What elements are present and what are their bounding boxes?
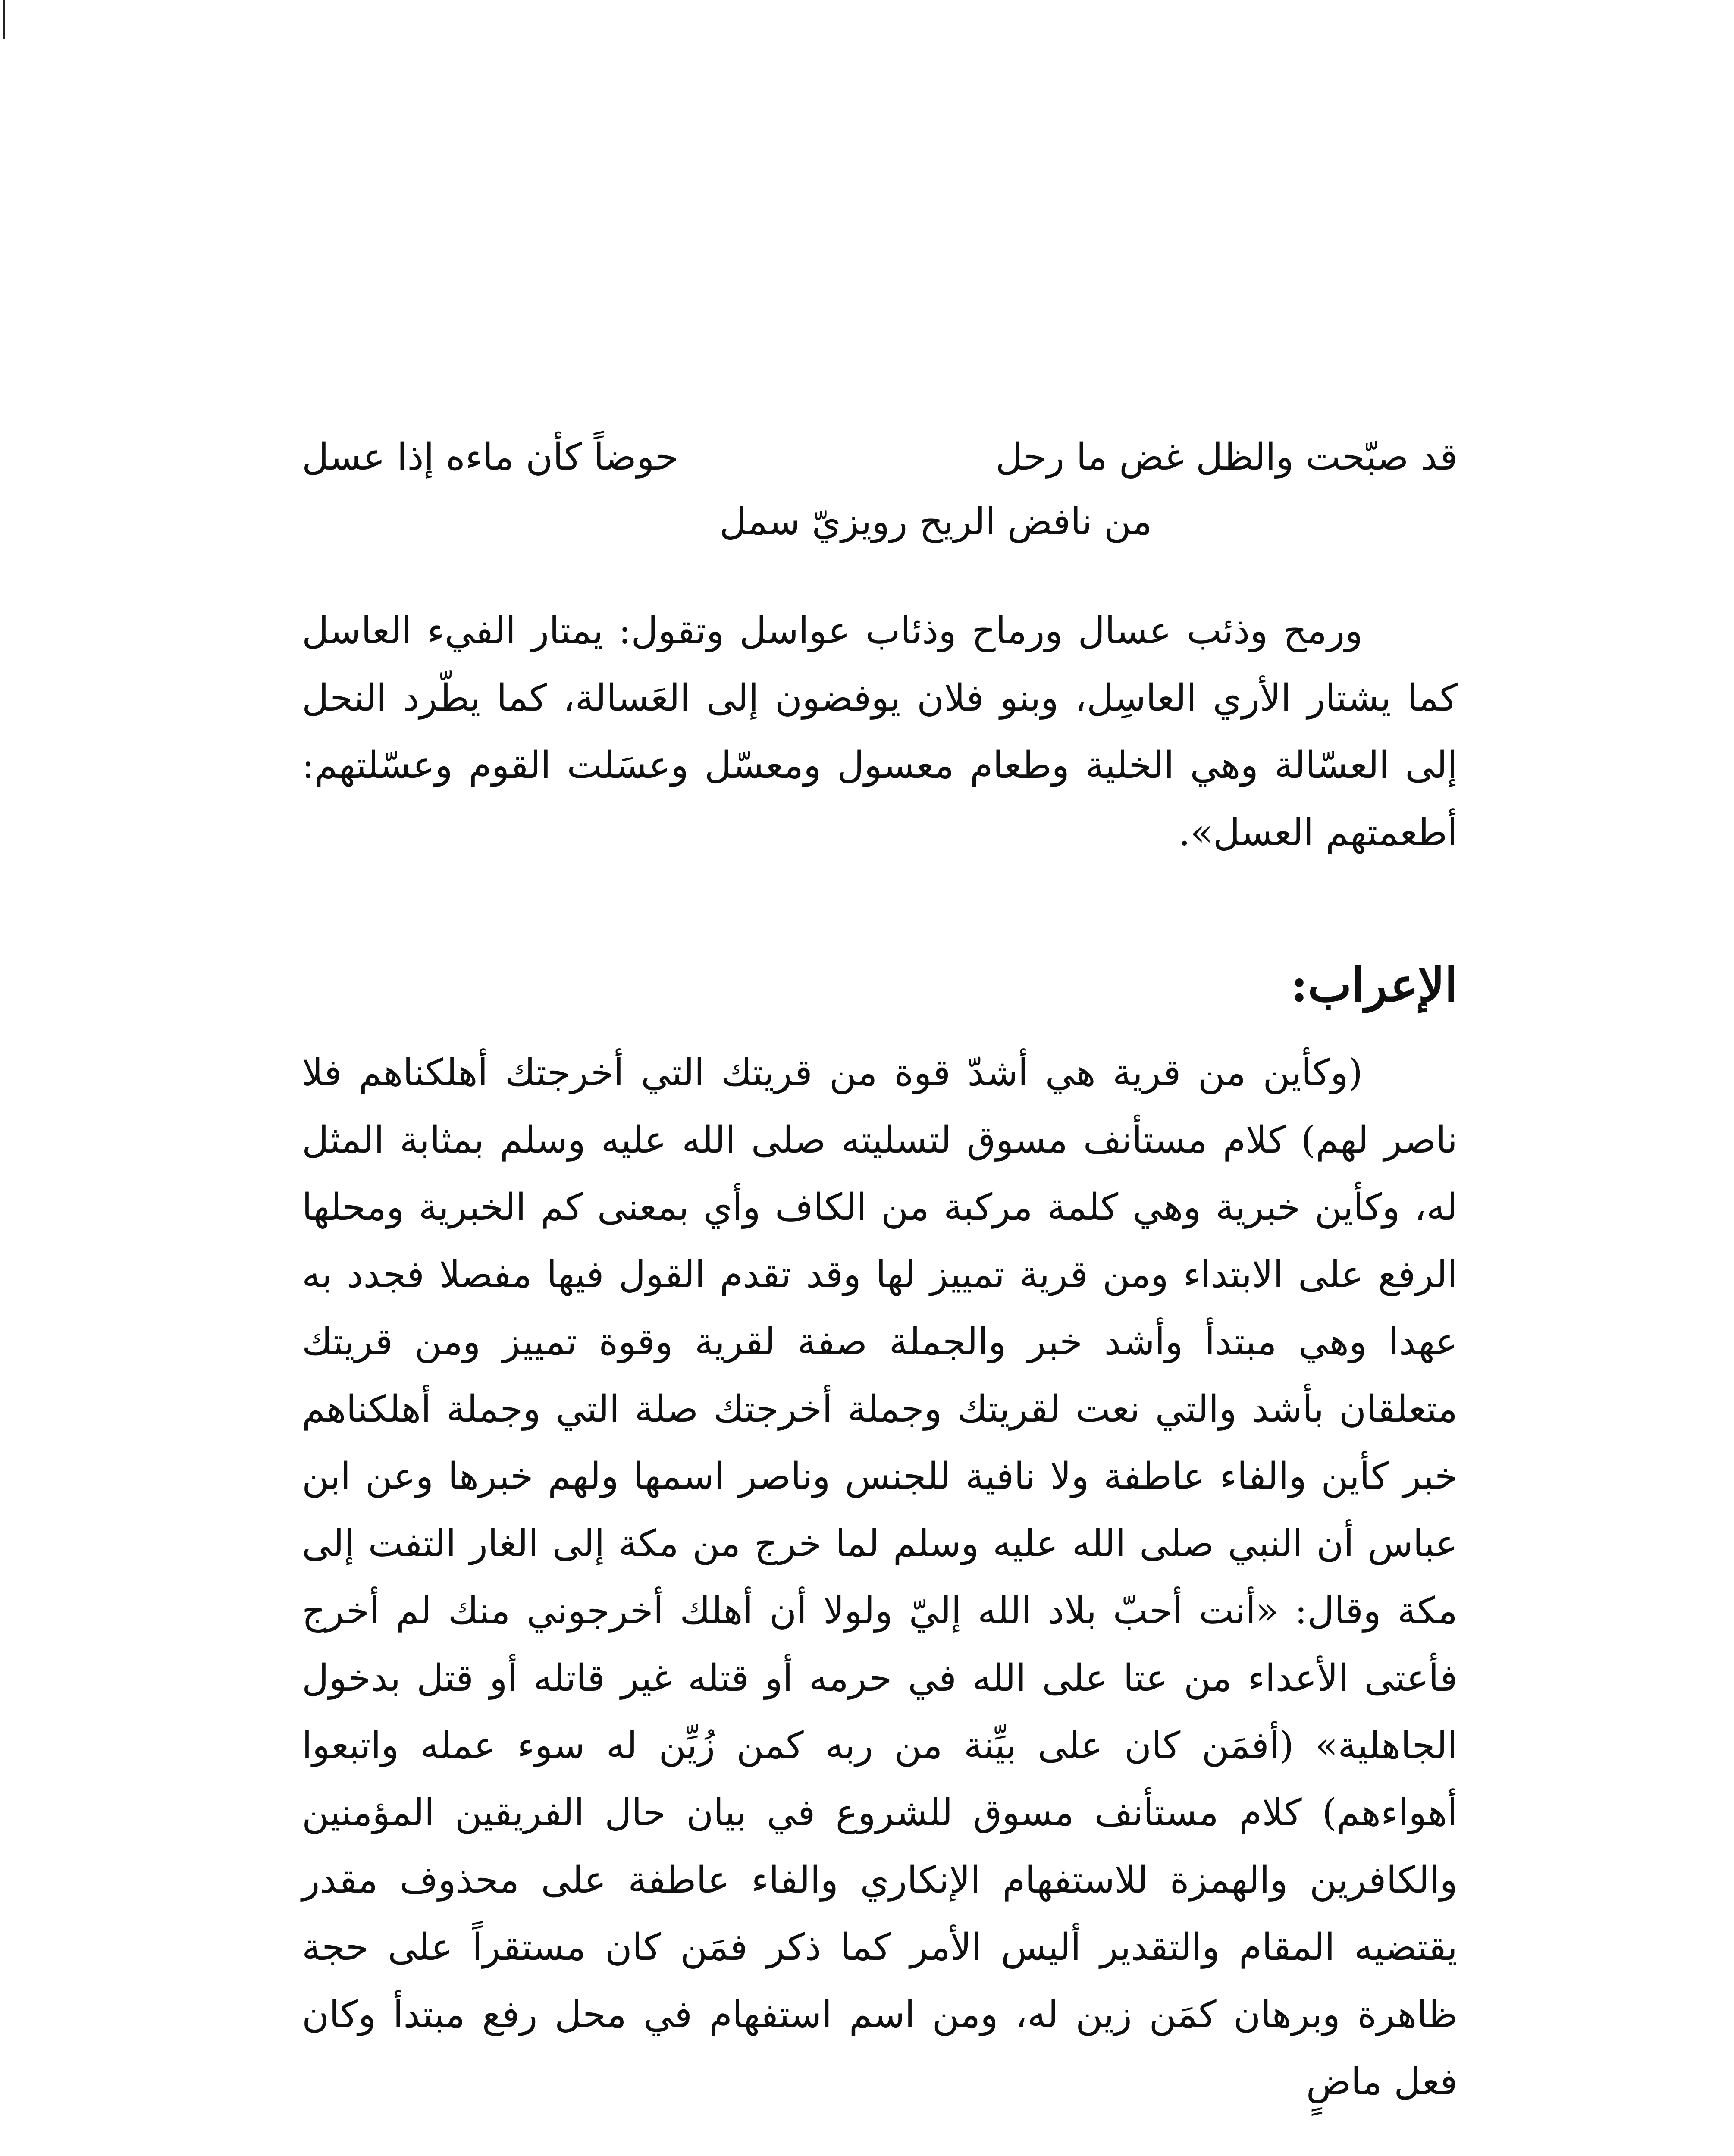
verse-hemistich-first: قد صبّحت والظل غض ما رحل	[995, 436, 1458, 479]
verse-hemistich-second: حوضاً كأن ماءه إذا عسل	[302, 436, 679, 479]
verse-line-2: من نافض الريح رويزيّ سمل	[719, 500, 1152, 543]
verse-line-1	[302, 425, 1458, 489]
poetry-verse	[302, 425, 1458, 554]
section-heading: الإعراب:	[1290, 958, 1458, 1012]
paragraph-text: ورمح وذئب عسال ورماح وذئاب عواسل وتقول: يمتار الفيء العاسل كما يشتار الأري العاسِل، وبنو فلان يوفضون إلى العَسالة، كما يطّرد النحل إلى العسّالة وهي الخلية وطعام معسول ومعسّل وعسَلت القوم وعسّلتهم: أطعمتهم العسل».	[302, 609, 1458, 854]
grammar-paragraph	[302, 1039, 1458, 2115]
lexical-paragraph	[302, 597, 1458, 866]
paragraph-text: (وكأين من قرية هي أشدّ قوة من قريتك التي أخرجتك أهلكناهم فلا ناصر لهم) كلام مستأنف مسوق لتسليته صلى الله عليه وسلم بمثابة المثل له، وكأين خبرية وهي كلمة مركبة من الكاف وأي بمعنى كم الخبرية ومحلها الرفع على الابتداء ومن قرية تمييز لها وقد تقدم القول فيها مفصلا فجدد به عهدا وهي مبتدأ وأشد خبر والجملة صفة لقرية وقوة تمييز ومن قريتك متعلقان بأشد والتي نعت لقريتك وجملة أخرجتك صلة التي وجملة أهلكناهم خبر كأين والفاء عاطفة ولا نافية للجنس وناصر اسمها ولهم خبرها وعن ابن عباس أن النبي صلى الله عليه وسلم لما خرج من مكة إلى الغار التفت إلى مكة وقال: «أنت أحبّ بلاد الله إليّ ولولا أن أهلك أخرجوني منك لم أخرج فأعتى الأعداء من عتا على الله في حرمه أو قتله غير قاتله أو قتل بدخول الجاهلية» (أفمَن كان على بيِّنة من ربه كمن زُيِّن له سوء عمله واتبعوا أهواءهم) كلام مستأنف مسوق للشروع في بيان حال الفريقين المؤمنين والكافرين والهمزة للاستفهام الإنكاري والفاء عاطفة على محذوف مقدر يقتضيه المقام والتقدير أليس الأمر كما ذكر فمَن كان مستقراً على حجة ظاهرة وبرهان كمَن زين له، ومن اسم استفهام في محل رفع مبتدأ وكان فعل ماضٍ	[302, 1051, 1458, 2103]
page-edge-mark	[3, 0, 5, 39]
